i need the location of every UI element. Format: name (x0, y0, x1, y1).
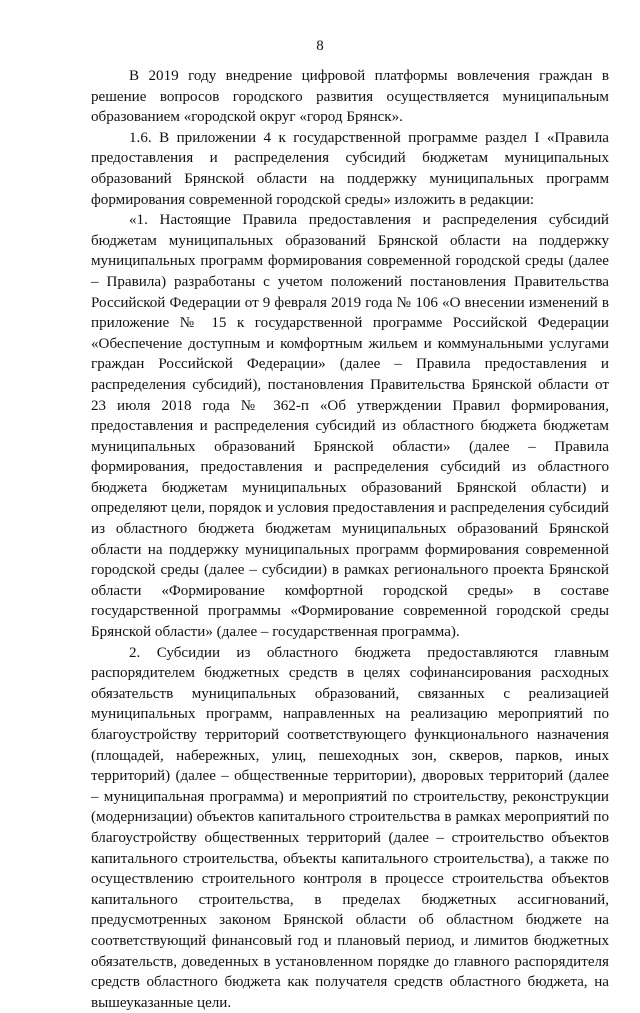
paragraph-section-1-6: 1.6. В приложении 4 к государственной программе раздел I «Правила предоставления и распределения субсидий бюджетам муниципальных образований Брянской области на поддержку муниципальных программ формирования современной городской среды» изложить в редакции: (91, 129, 609, 208)
paragraph-digital-platform: В 2019 году внедрение цифровой платформы вовлечения граждан в решение вопросов городского развития осуществляется муниципальным образованием «городской округ «город Брянск». (91, 68, 609, 126)
page-number: 8 (316, 38, 324, 54)
paragraph-rule-2: 2. Субсидии из областного бюджета предоставляются главным распорядителем бюджетных средств в целях софинансирования расходных обязательств муниципальных образований, связанных с реализацией муниципальных программ, направленных на реализацию мероприятий по благоустройству территорий соответствующего функционального назначения (площадей, набережных, улиц, пешеходных зон, скверов, парков, иных территорий) (далее – общественные территории), дворовых территорий (далее – муниципальная программа) и мероприятий по строительству, реконструкции (модернизации) объектов капитального строительства в рамках мероприятий по благоустройству общественных территорий (далее – строительство объектов капитального строительства, объекты капитального строительства), а также по осуществлению строительного контроля в процессе строительства объектов капитального строительства, в пределах бюджетных ассигнований, предусмотренных законом Брянской области об областном бюджете на соответствующий финансовый год и плановый период, и лимитов бюджетных обязательств, доведенных в установленном порядке до главного распорядителя средств областного бюджета как получателя средств областного бюджета, на вышеуказанные цели. (91, 644, 609, 1011)
document-body (91, 66, 609, 1013)
paragraph-rule-1: «1. Настоящие Правила предоставления и распределения субсидий бюджетам муниципальных образований Брянской области на поддержку муниципальных программ формирования современной городской среды (далее – Правила) разработаны с учетом положений постановления Правительства Российской Федерации от 9 февраля 2019 года № 106 «О внесении изменений в приложение № 15 к государственной программе Российской Федерации «Обеспечение доступным и комфортным жильем и коммунальными услугами граждан Российской Федерации» (далее – Правила предоставления и распределения субсидий), постановления Правительства Брянской области от 23 июля 2018 года № 362-п «Об утверждении Правил формирования, предоставления и распределения субсидий из областного бюджета бюджетам муниципальных образований Брянской области» (далее – Правила формирования, предоставления и распределения субсидий из областного бюджета бюджетам муниципальных образований Брянской области) и определяют цели, порядок и условия предоставления и распределения субсидий из областного бюджета бюджетам муниципальных образований Брянской области на поддержку муниципальных программ формирования современной городской среды (далее – субсидии) в рамках регионального проекта Брянской области «Формирование комфортной городской среды» в составе государственной программы «Формирование современной городской среды Брянской области» (далее – государственная программа). (91, 212, 609, 641)
